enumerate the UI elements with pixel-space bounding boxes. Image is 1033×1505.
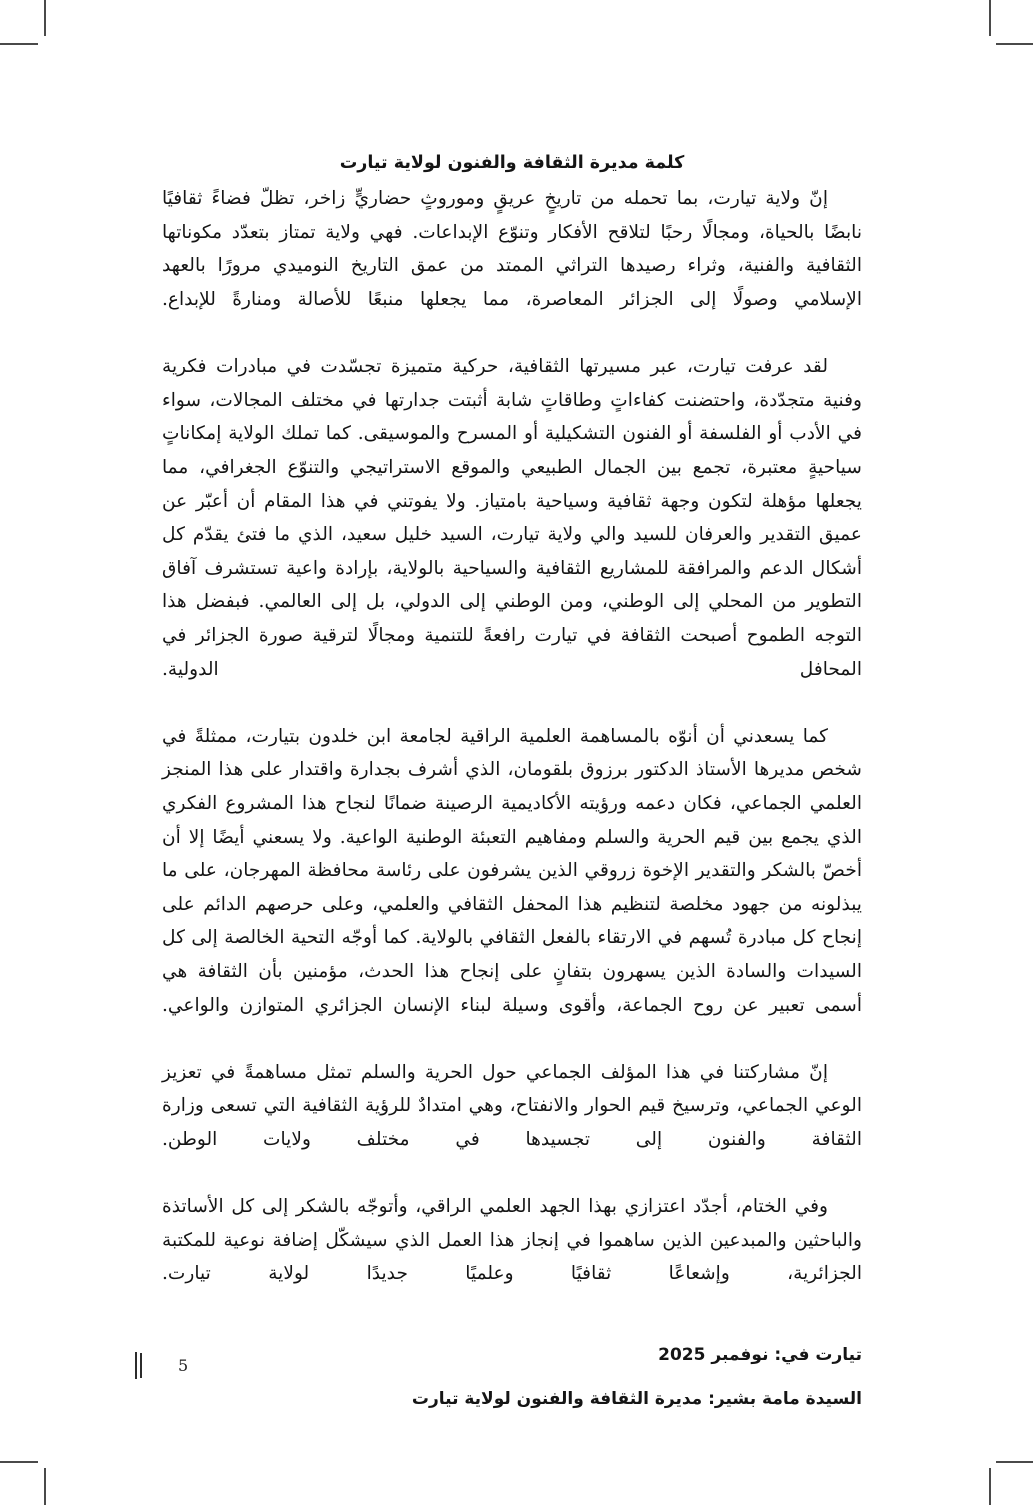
paragraph-2: لقد عرفت تيارت، عبر مسيرتها الثقافية، حركية متميزة تجسّدت في مبادرات فكرية وفنية متجدّدة، واحتضنت كفاءاتٍ وطاقاتٍ شابة أثبتت جدارتها في مختلف المجالات، سواء في الأدب أو الفلسفة أو الفنون التشكيلية أو المسرح والموسيقى. كما تملك الولاية إمكاناتٍ سياحيةٍ معتبرة، تجمع بين الجمال الطبيعي والموقع الاستراتيجي والتنوّع الجغرافي، مما يجعلها مؤهلة لتكون وجهة ثقافية وسياحية بامتياز. ولا يفوتني في هذا المقام أن أعبّر عن عميق التقدير والعرفان للسيد والي ولاية تيارت، السيد خليل سعيد، الذي ما فتئ يقدّم كل أشكال الدعم والمرافقة للمشاريع الثقافية والسياحية بالولاية، بإرادة واعية تستشرف آفاق التطوير من المحلي إلى الوطني، ومن الوطني إلى الدولي، بل إلى العالمي. فبفضل هذا التوجه الطموح أصبحت الثقافة في تيارت رافعةً للتنمية ومجالًا لترقية صورة الجزائر في المحافل الدولية.	[162, 356, 862, 680]
signature-mark-icon	[135, 1352, 142, 1379]
paragraph-5: وفي الختام، أجدّد اعتزازي بهذا الجهد العلمي الراقي، وأتوجّه بالشكر إلى كل الأساتذة والباحثين والمبدعين الذين ساهموا في إنجاز هذا العمل الذي سيشكّل إضافة نوعية للمكتبة الجزائرية، وإشعاعًا ثقافيًا وعلميًا جديدًا لولاية تيارت.	[162, 1196, 862, 1285]
crop-mark-top-right-vertical	[989, 0, 991, 36]
signature-place-date: تيارت في: نوفمبر 2025	[658, 1345, 862, 1366]
crop-mark-bottom-right-horizontal	[996, 1461, 1033, 1463]
text-body	[162, 150, 862, 1416]
crop-mark-top-right-horizontal	[996, 43, 1033, 45]
crop-mark-bottom-right-vertical	[989, 1468, 991, 1505]
page-footer	[135, 1352, 188, 1379]
signature-block	[162, 1338, 862, 1416]
signature-name-and-role: السيدة مامة بشير: مديرة الثقافة والفنون لولاية تيارت	[411, 1389, 862, 1410]
paragraph-3: كما يسعدني أن أنوّه بالمساهمة العلمية الراقية لجامعة ابن خلدون بتيارت، ممثلةً في شخص مديرها الأستاذ الدكتور برزوق بلقومان، الذي أشرف بجدارة واقتدار على هذا المنجز العلمي الجماعي، فكان دعمه ورؤيته الأكاديمية الرصينة ضمانًا لنجاح هذا المشروع الفكري الذي يجمع بين قيم الحرية والسلم ومفاهيم التعبئة الوطنية الواعية. ولا يسعني أيضًا إلا أن أخصّ بالشكر والتقدير الإخوة زروقي الذين يشرفون على رئاسة محافظة المهرجان، على ما يبذلونه من جهود مخلصة لتنظيم هذا المحفل الثقافي والعلمي، وعلى حرصهم الدائم على إنجاح كل مبادرة تُسهم في الارتقاء بالفعل الثقافي بالولاية. كما أوجّه التحية الخالصة إلى كل السيدات والسادة الذين يسهرون بتفانٍ على إنجاح هذا الحدث، مؤمنين بأن الثقافة هي أسمى تعبير عن روح الجماعة، وأقوى وسيلة لبناء الإنسان الجزائري المتوازن والواعي.	[162, 725, 862, 1016]
crop-mark-bottom-left-horizontal	[0, 1461, 38, 1463]
crop-mark-top-left-vertical	[44, 0, 46, 36]
paragraph-4: إنّ مشاركتنا في هذا المؤلف الجماعي حول الحرية والسلم تمثل مساهمةً في تعزيز الوعي الجماعي، وترسيخ قيم الحوار والانفتاح، وهي امتدادٌ للرؤية الثقافية التي تسعى وزارة الثقافة والفنون إلى تجسيدها في مختلف ولايات الوطن.	[162, 1061, 862, 1150]
paragraph-1: إنّ ولاية تيارت، بما تحمله من تاريخٍ عريقٍ وموروثٍ حضاريٍّ زاخر، تظلّ فضاءً ثقافيًا نابضًا بالحياة، ومجالًا رحبًا لتلاقح الأفكار وتنوّع الإبداعات. فهي ولاية تمتاز بتعدّد مكوناتها الثقافية والفنية، وثراء رصيدها التراثي الممتد من عمق التاريخ النوميدي مرورًا بالعهد الإسلامي وصولًا إلى الجزائر المعاصرة، مما يجعلها منبعًا للأصالة ومنارةً للإبداع.	[162, 188, 862, 311]
page-number: 5	[178, 1355, 189, 1375]
crop-mark-bottom-left-vertical	[44, 1468, 46, 1505]
page-title: كلمة مديرة الثقافة والفنون لولاية تيارت	[339, 153, 685, 173]
crop-mark-top-left-horizontal	[0, 43, 38, 45]
